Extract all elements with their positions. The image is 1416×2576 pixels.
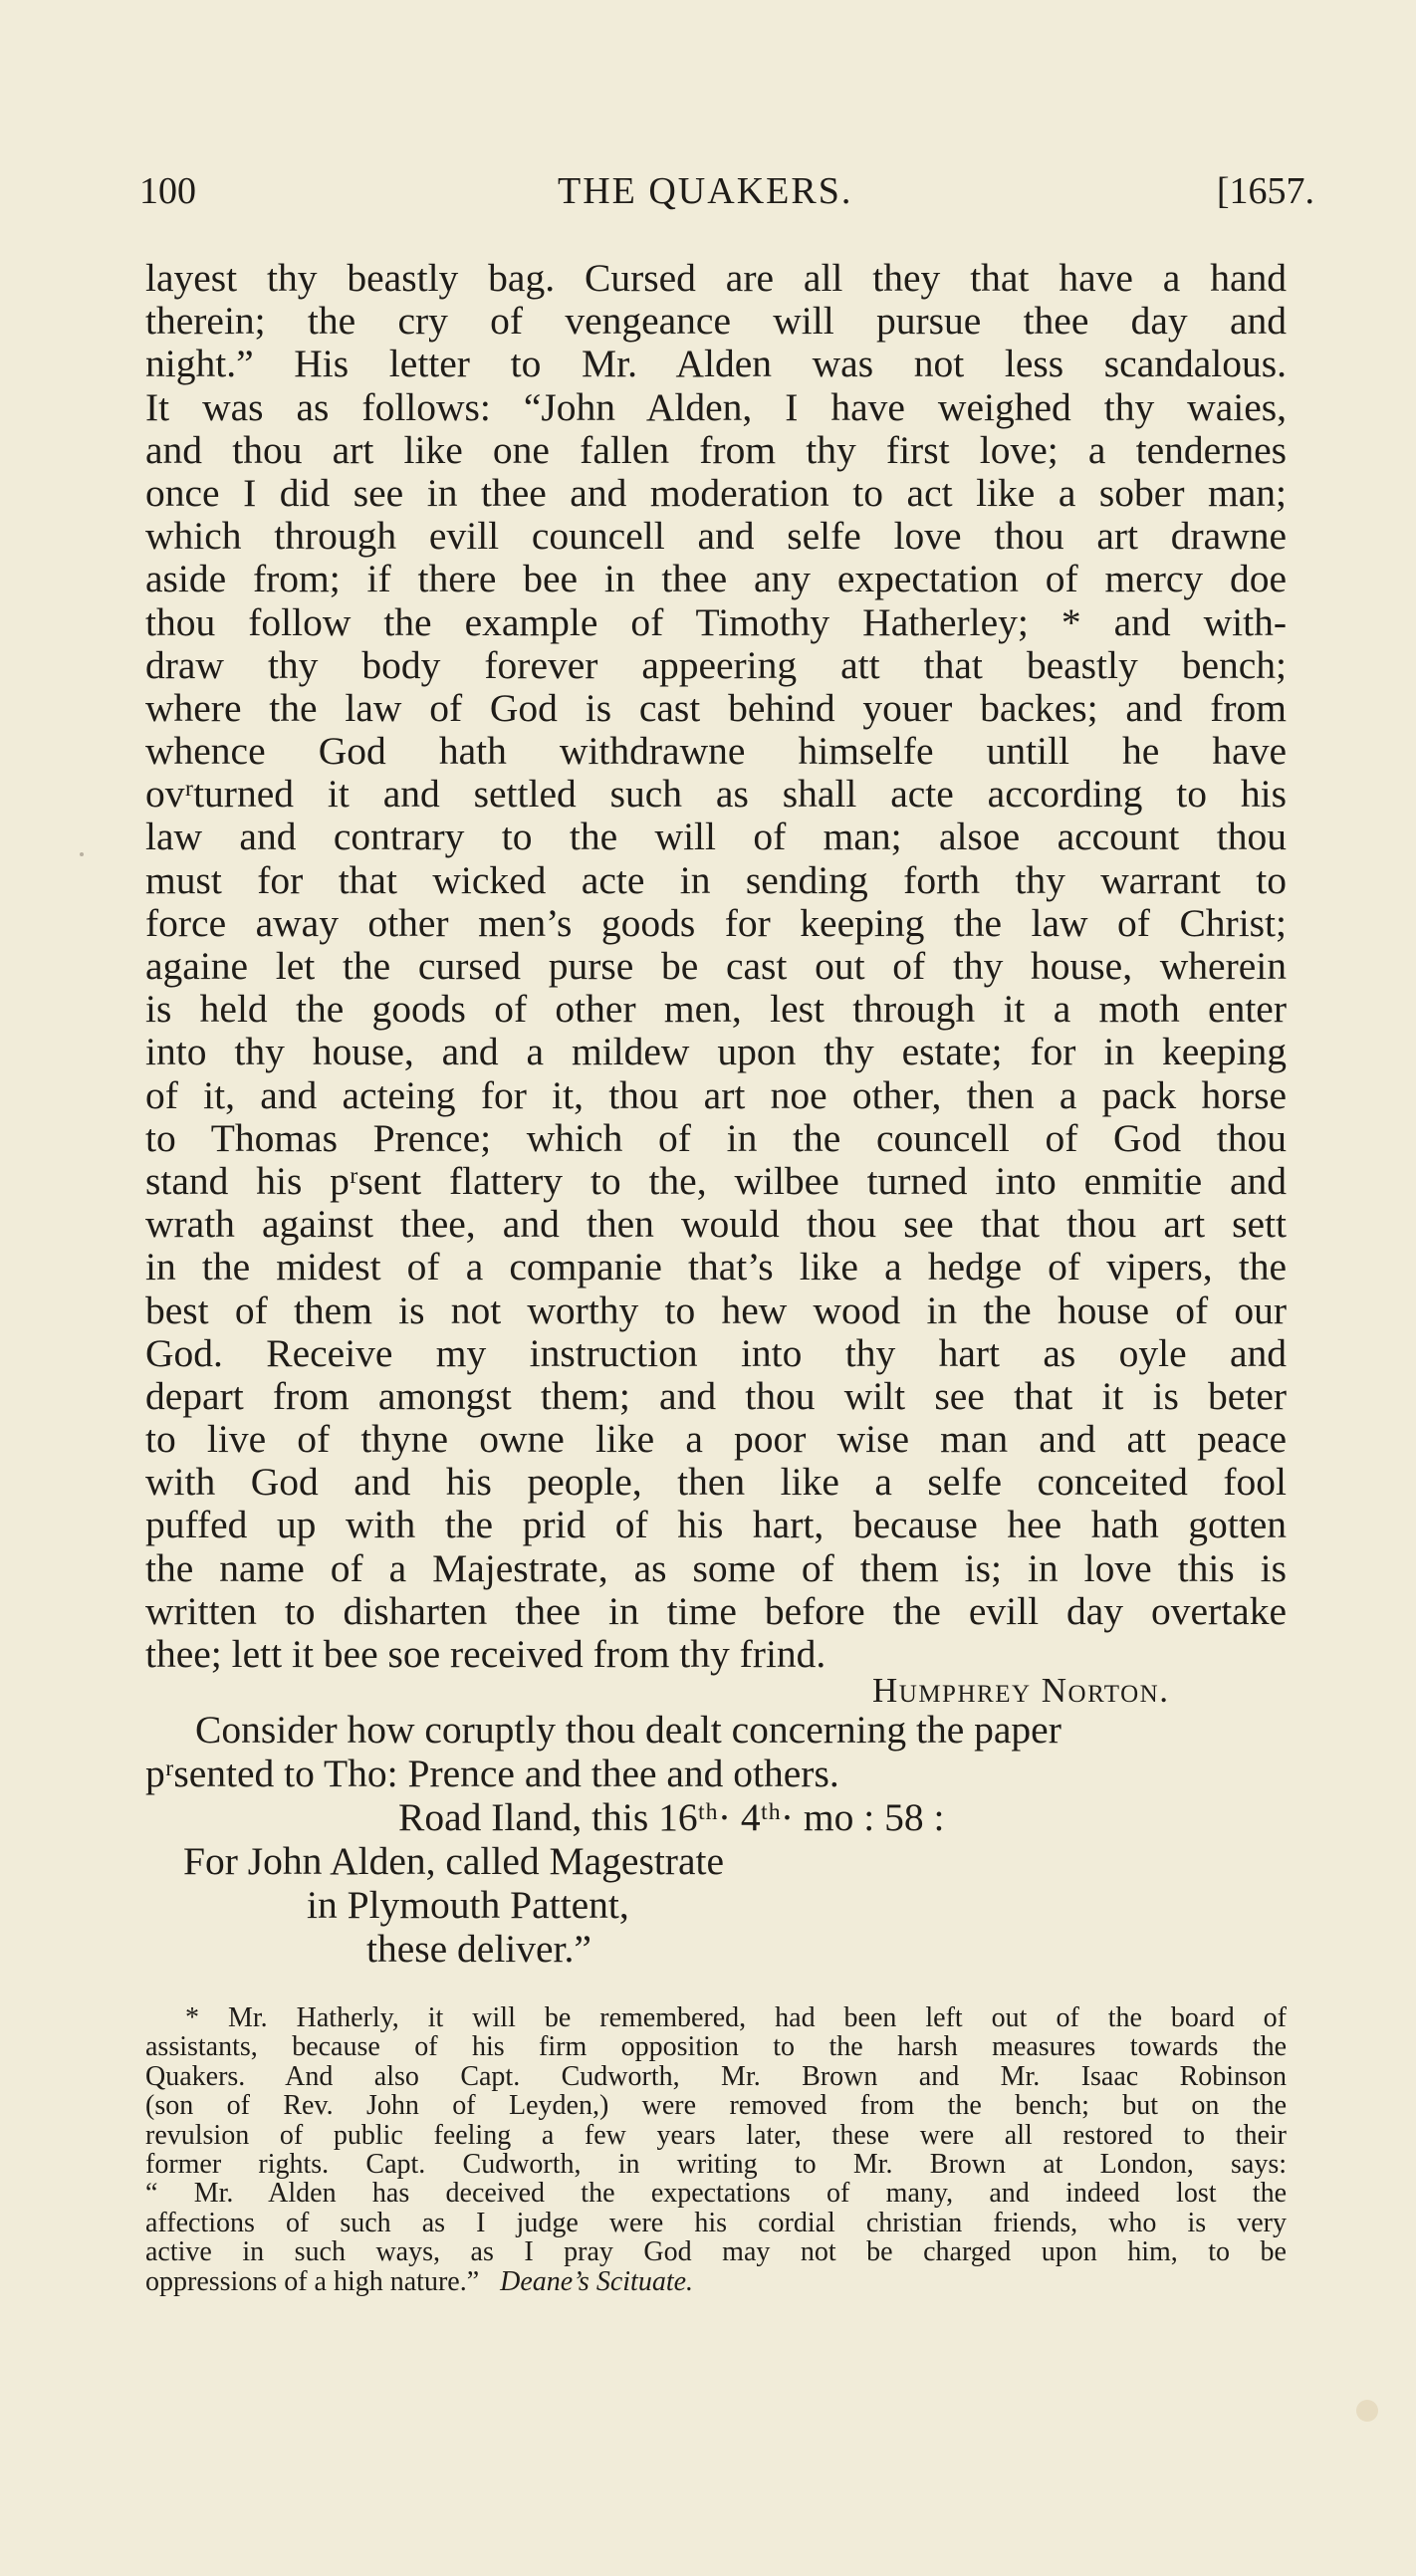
text-line: aside from; if there bee in thee any expectation of mercy doe <box>145 558 1287 601</box>
text-line: layest thy beastly bag. Cursed are all they that have a hand <box>145 257 1287 300</box>
footnote-line: active in such ways, as I pray God may not be charged upon him, to be <box>145 2237 1287 2267</box>
postscript-line-1: Consider how coruptly thou dealt concerning the paper <box>195 1708 1062 1752</box>
paper-speck <box>80 852 84 856</box>
text-line: with God and his people, then like a selfe conceited fool <box>145 1461 1287 1505</box>
letter-body <box>145 257 1287 1676</box>
postscript-line-2: pʳsented to Tho: Prence and thee and others. <box>145 1752 839 1795</box>
text-line: stand his pʳsent flattery to the, wilbee turned into enmitie and <box>145 1159 1287 1203</box>
footnote-line: revulsion of public feeling a few years later, these were all restored to their <box>145 2120 1287 2150</box>
signature: Humphrey Norton. <box>872 1671 1170 1710</box>
running-title: THE QUAKERS. <box>558 170 853 212</box>
header-year: [1657. <box>1216 170 1314 212</box>
text-line: which through evill councell and selfe love thou art drawne <box>145 515 1287 559</box>
text-line: againe let the cursed purse be cast out of thy house, wherein <box>145 945 1287 988</box>
footnote-line: assistants, because of his firm opposition to the harsh measures towards the <box>145 2032 1287 2062</box>
footnote-line-text: oppressions of a high nature.” <box>145 2266 480 2296</box>
footnote-line-last <box>145 2267 1287 2296</box>
footnote-line: * Mr. Hatherly, it will be remembered, had been left out of the board of <box>185 2003 1287 2033</box>
text-line: once I did see in thee and moderation to act like a sober man; <box>145 471 1287 515</box>
text-line: puffed up with the prid of his hart, because hee hath gotten <box>145 1504 1287 1547</box>
footnote-line: (son of Rev. John of Leyden,) were removed from the bench; but on the <box>145 2091 1287 2121</box>
text-line: is held the goods of other men, lest through it a moth enter <box>145 988 1287 1032</box>
text-line: written to disharten thee in time before the evill day overtake <box>145 1589 1287 1633</box>
footnote-citation: Deane’s Scituate. <box>500 2266 694 2296</box>
text-line: therein; the cry of vengeance will pursue thee day and <box>145 300 1287 344</box>
postscript-address-1: For John Alden, called Magestrate <box>183 1839 724 1883</box>
text-line: ovʳturned it and settled such as shall acte according to his <box>145 773 1287 817</box>
paper-stain <box>1356 2400 1378 2422</box>
footnote-line: “ Mr. Alden has deceived the expectations of many, and indeed lost the <box>145 2179 1287 2209</box>
text-line: where the law of God is cast behind youer backes; and from <box>145 686 1287 730</box>
text-line: night.” His letter to Mr. Alden was not less scandalous. <box>145 343 1287 386</box>
text-line: to Thomas Prence; which of in the councell of God thou <box>145 1116 1287 1160</box>
text-line: draw thy body forever appeering att that beastly bench; <box>145 643 1287 687</box>
text-line: depart from amongst them; and thou wilt see that it is beter <box>145 1374 1287 1418</box>
text-line: must for that wicked acte in sending forth thy warrant to <box>145 858 1287 902</box>
text-line: and thou art like one fallen from thy first love; a tendernes <box>145 428 1287 472</box>
text-line: in the midest of a companie that’s like a hedge of vipers, the <box>145 1246 1287 1289</box>
text-line: into thy house, and a mildew upon thy estate; for in keeping <box>145 1031 1287 1074</box>
footnote-line: Quakers. And also Capt. Cudworth, Mr. Brown and Mr. Isaac Robinson <box>145 2061 1287 2092</box>
text-line: It was as follows: “John Alden, I have weighed thy waies, <box>145 385 1287 429</box>
text-line: of it, and acteing for it, thou art noe other, then a pack horse <box>145 1073 1287 1117</box>
footnote-line: affections of such as I judge were his cordial christian friends, who is very <box>145 2208 1287 2238</box>
text-line: force away other men’s goods for keeping the law of Christ; <box>145 901 1287 945</box>
text-line: God. Receive my instruction into thy hart as oyle and <box>145 1331 1287 1375</box>
postscript-address-3: these deliver.” <box>366 1927 591 1971</box>
footnote-line: former rights. Capt. Cudworth, in writing to Mr. Brown at London, says: <box>145 2149 1287 2180</box>
text-line: best of them is not worthy to hew wood in the house of our <box>145 1288 1287 1332</box>
running-header <box>139 169 1314 219</box>
text-line: whence God hath withdrawne himselfe untill he have <box>145 730 1287 774</box>
footnote <box>145 2003 1287 2296</box>
text-line: the name of a Majestrate, as some of them is; in love this is <box>145 1546 1287 1590</box>
text-line: thou follow the example of Timothy Hatherley; * and with- <box>145 600 1287 644</box>
text-line: thee; lett it bee soe received from thy frind. <box>145 1633 826 1676</box>
text-line: wrath against thee, and then would thou see that thou art sett <box>145 1203 1287 1247</box>
text-line: law and contrary to the will of man; alsoe account thou <box>145 816 1287 859</box>
postscript-dateline: Road Iland, this 16ᵗʰ· 4ᵗʰ· mo : 58 : <box>398 1795 945 1839</box>
postscript-address-2: in Plymouth Pattent, <box>307 1883 629 1927</box>
page-number: 100 <box>139 170 196 212</box>
text-line: to live of thyne owne like a poor wise man and att peace <box>145 1418 1287 1462</box>
